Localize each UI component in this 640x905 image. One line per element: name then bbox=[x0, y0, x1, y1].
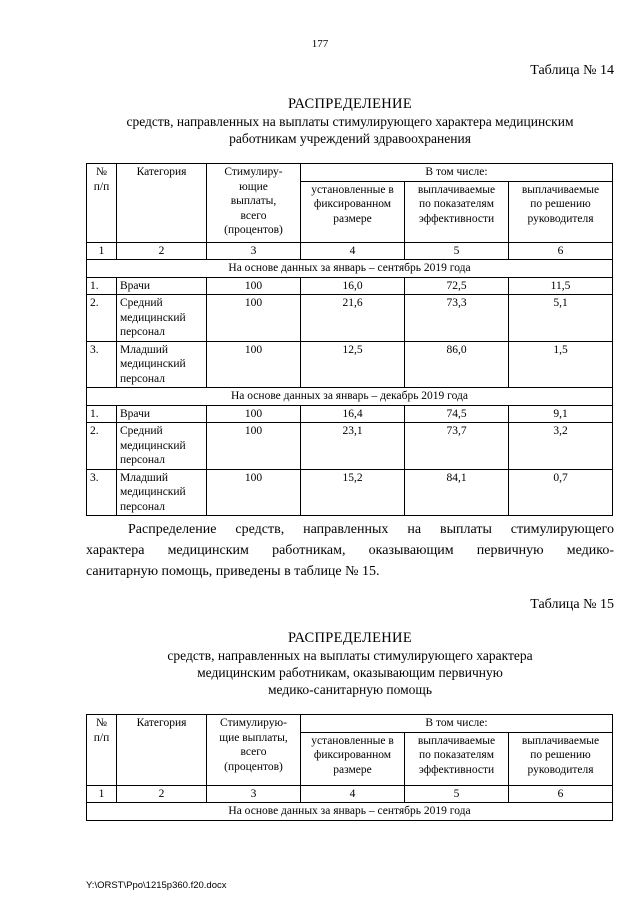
table-15-heading-line3: медико-санитарную помощь bbox=[268, 682, 432, 697]
paragraph-line: Распределение средств, направленных на выплаты стимулирующего bbox=[128, 522, 614, 537]
row-category: Средний медицинский персонал bbox=[117, 423, 207, 470]
row-fixed: 15,2 bbox=[301, 469, 405, 516]
table-15-heading-line2: медицинским работникам, оказывающим первичную bbox=[197, 665, 503, 680]
row-number: 2. bbox=[87, 423, 117, 470]
column-number: 6 bbox=[509, 242, 613, 260]
row-total: 100 bbox=[207, 277, 301, 295]
table-14-heading-line1: средств, направленных на выплаты стимулирующего характера медицинским bbox=[126, 114, 574, 129]
row-manager: 0,7 bbox=[509, 469, 613, 516]
column-number: 6 bbox=[509, 785, 613, 803]
section-title: На основе данных за январь – декабрь 2019 года bbox=[87, 388, 613, 406]
row-number: 2. bbox=[87, 295, 117, 342]
page-number: 177 bbox=[311, 38, 329, 50]
table-row bbox=[87, 423, 613, 470]
header-total: Стимулиру- ющие выплаты, всего (процентов) bbox=[207, 164, 301, 243]
header-category: Категория bbox=[117, 164, 207, 243]
table-14-label: Таблица № 14 bbox=[530, 63, 614, 78]
row-total: 100 bbox=[207, 469, 301, 516]
paragraph-line: санитарную помощь, приведены в таблице № 15. bbox=[86, 564, 380, 579]
row-total: 100 bbox=[207, 405, 301, 423]
row-indicators: 72,5 bbox=[405, 277, 509, 295]
table-15 bbox=[86, 714, 613, 821]
column-number: 1 bbox=[87, 785, 117, 803]
column-number: 2 bbox=[117, 242, 207, 260]
table-15-header-row bbox=[87, 715, 613, 733]
section-title: На основе данных за январь – сентябрь 2019 года bbox=[87, 260, 613, 278]
column-number: 5 bbox=[405, 785, 509, 803]
table-14-heading-line2: работникам учреждений здравоохранения bbox=[229, 131, 471, 146]
header-fixed: установленные в фиксированном размере bbox=[301, 181, 405, 242]
section-row bbox=[87, 803, 613, 821]
header-manager: выплачиваемые по решению руководителя bbox=[509, 732, 613, 785]
table-15-heading-main: РАСПРЕДЕЛЕНИЕ bbox=[288, 630, 412, 646]
column-number-row bbox=[87, 242, 613, 260]
row-number: 3. bbox=[87, 341, 117, 388]
row-manager: 9,1 bbox=[509, 405, 613, 423]
table-row bbox=[87, 405, 613, 423]
column-number: 4 bbox=[301, 785, 405, 803]
row-manager: 1,5 bbox=[509, 341, 613, 388]
row-number: 1. bbox=[87, 277, 117, 295]
header-including: В том числе: bbox=[301, 715, 613, 733]
table-row bbox=[87, 295, 613, 342]
header-category: Категория bbox=[117, 715, 207, 786]
row-number: 1. bbox=[87, 405, 117, 423]
header-including: В том числе: bbox=[301, 164, 613, 182]
column-number: 2 bbox=[117, 785, 207, 803]
row-manager: 3,2 bbox=[509, 423, 613, 470]
column-number: 1 bbox=[87, 242, 117, 260]
column-number-row bbox=[87, 785, 613, 803]
column-number: 4 bbox=[301, 242, 405, 260]
table-15-heading-line1: средств, направленных на выплаты стимулирующего характера bbox=[167, 648, 533, 663]
row-total: 100 bbox=[207, 341, 301, 388]
section-row bbox=[87, 388, 613, 406]
row-indicators: 86,0 bbox=[405, 341, 509, 388]
header-total: Стимулирую- щие выплаты, всего (процентов) bbox=[207, 715, 301, 786]
row-manager: 11,5 bbox=[509, 277, 613, 295]
header-manager: выплачиваемые по решению руководителя bbox=[509, 181, 613, 242]
table-row bbox=[87, 277, 613, 295]
row-fixed: 21,6 bbox=[301, 295, 405, 342]
row-total: 100 bbox=[207, 295, 301, 342]
row-indicators: 73,7 bbox=[405, 423, 509, 470]
row-indicators: 84,1 bbox=[405, 469, 509, 516]
column-number: 5 bbox=[405, 242, 509, 260]
section-title: На основе данных за январь – сентябрь 2019 года bbox=[87, 803, 613, 821]
row-indicators: 73,3 bbox=[405, 295, 509, 342]
header-fixed: установленные в фиксированном размере bbox=[301, 732, 405, 785]
table-row bbox=[87, 469, 613, 516]
header-number: № п/п bbox=[87, 164, 117, 243]
header-indicators: выплачиваемые по показателям эффективности bbox=[405, 181, 509, 242]
table-row bbox=[87, 341, 613, 388]
table-15-heading bbox=[70, 630, 630, 698]
footer-file-path: Y:\ORST\Ppo\1215p360.f20.docx bbox=[86, 880, 227, 891]
column-number: 3 bbox=[207, 242, 301, 260]
table-14-heading bbox=[70, 96, 630, 147]
body-paragraph bbox=[86, 519, 614, 582]
row-category: Средний медицинский персонал bbox=[117, 295, 207, 342]
table-14-heading-main: РАСПРЕДЕЛЕНИЕ bbox=[288, 96, 412, 112]
row-category: Младший медицинский персонал bbox=[117, 341, 207, 388]
table-14 bbox=[86, 163, 613, 516]
row-total: 100 bbox=[207, 423, 301, 470]
row-number: 3. bbox=[87, 469, 117, 516]
header-indicators: выплачиваемые по показателям эффективности bbox=[405, 732, 509, 785]
table-14-header-row bbox=[87, 164, 613, 182]
row-fixed: 16,4 bbox=[301, 405, 405, 423]
header-number: № п/п bbox=[87, 715, 117, 786]
paragraph-line: характера медицинским работникам, оказывающим первичную медико- bbox=[86, 543, 614, 558]
row-manager: 5,1 bbox=[509, 295, 613, 342]
row-fixed: 16,0 bbox=[301, 277, 405, 295]
table-15-label: Таблица № 15 bbox=[530, 597, 614, 612]
row-indicators: 74,5 bbox=[405, 405, 509, 423]
column-number: 3 bbox=[207, 785, 301, 803]
row-fixed: 23,1 bbox=[301, 423, 405, 470]
section-row bbox=[87, 260, 613, 278]
row-category: Младший медицинский персонал bbox=[117, 469, 207, 516]
row-category: Врачи bbox=[117, 405, 207, 423]
row-category: Врачи bbox=[117, 277, 207, 295]
row-fixed: 12,5 bbox=[301, 341, 405, 388]
